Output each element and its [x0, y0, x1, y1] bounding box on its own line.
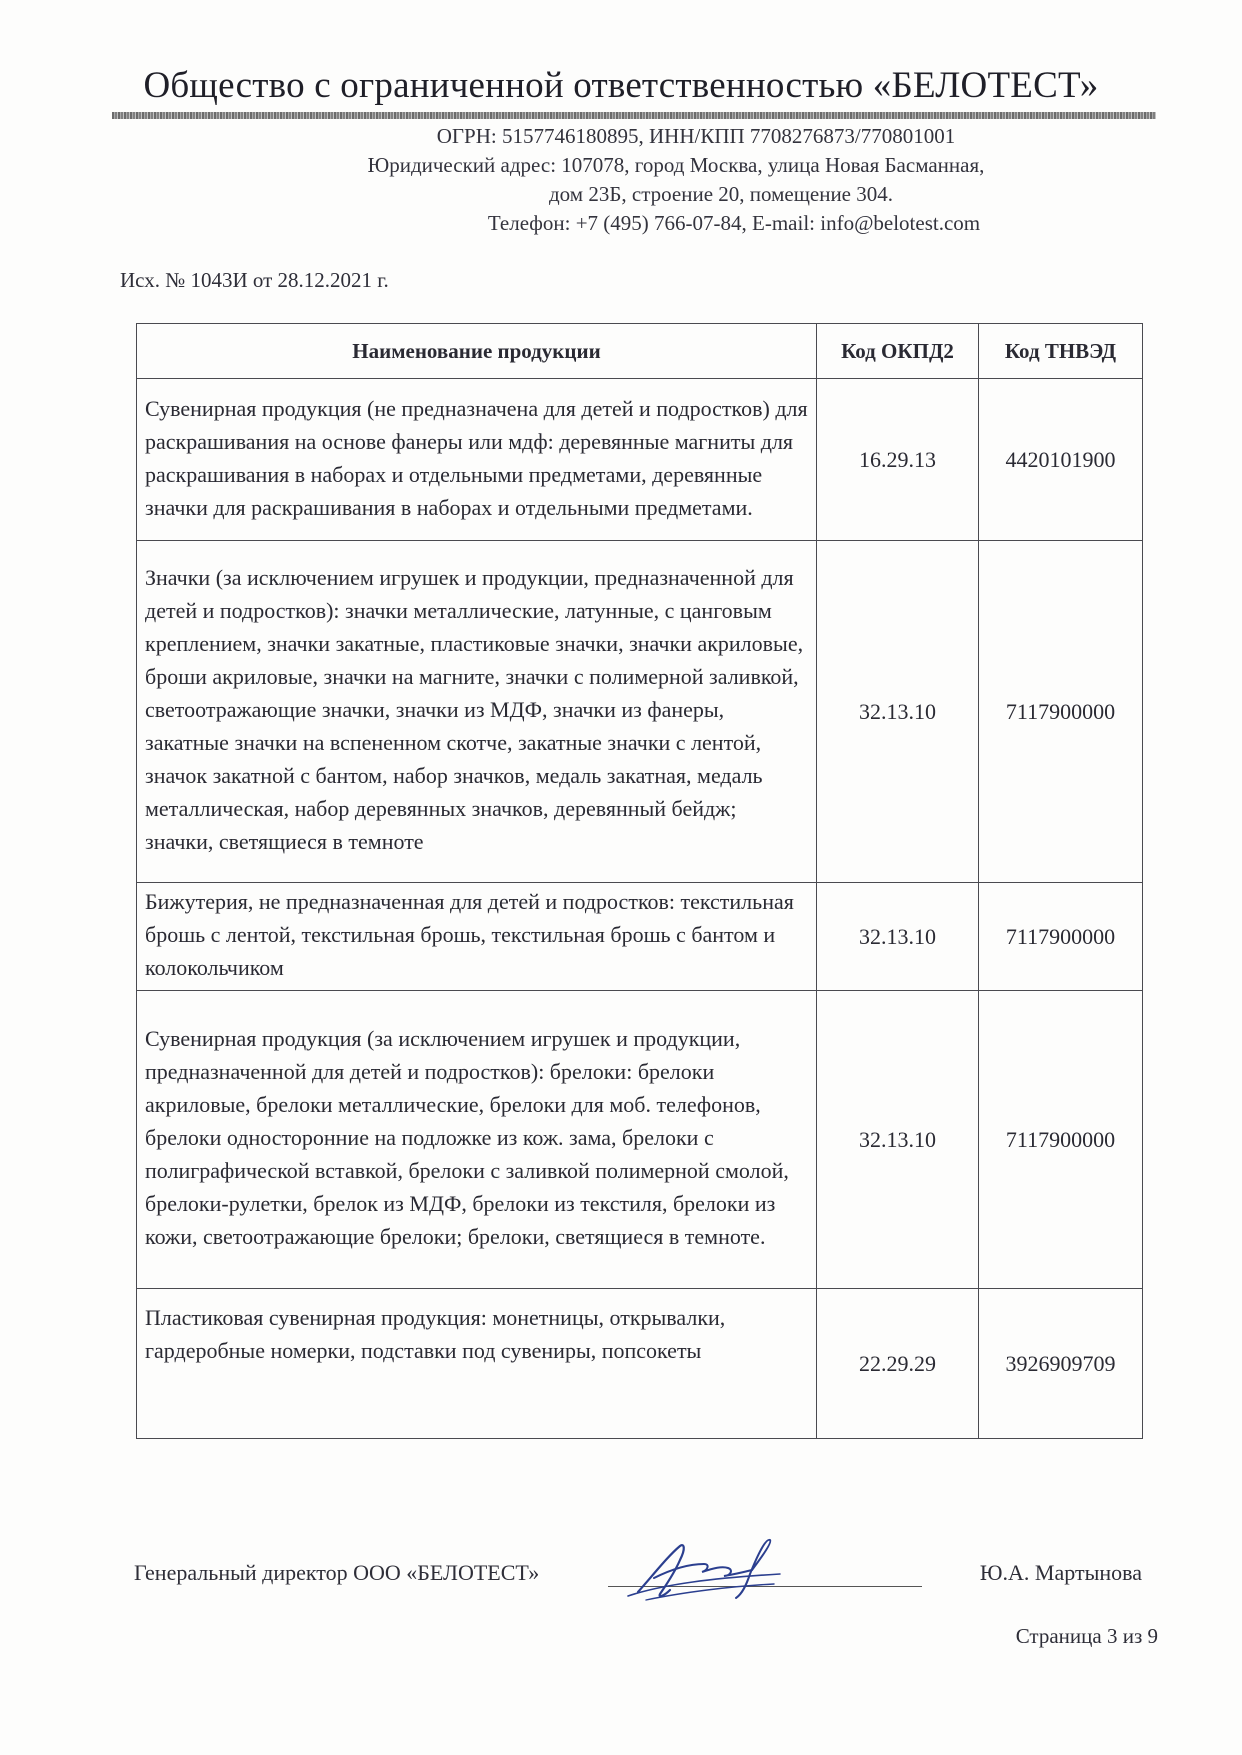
tnved-code-cell: 7117900000: [979, 883, 1143, 991]
okpd2-code-cell: 16.29.13: [817, 379, 979, 541]
product-name-cell: Сувенирная продукция (не предназначена для детей и подростков) для раскрашивания на основе фанеры или мдф: деревянные магниты для раскрашивания в наборах и отдельными предметами, деревянные значки для раскрашивания в наборах и отдельными предметами.: [137, 379, 817, 541]
product-name-cell: Пластиковая сувенирная продукция: монетницы, открывалки, гардеробные номерки, подставки под сувениры, попсокеты: [137, 1289, 817, 1439]
product-name-cell: Сувенирная продукция (за исключением игрушек и продукции, предназначенной для детей и подростков): брелоки: брелоки акриловые, брелоки металлические, брелоки для моб. телефонов, брелоки односторонние на подложке из кож. зама, брелоки с полиграфической вставкой, брелоки с заливкой полимерной смолой, брелоки-рулетки, брелок из МДФ, брелоки из текстиля, брелоки из кожи, светоотражающие брелоки; брелоки, светящиеся в темноте.: [137, 991, 817, 1289]
okpd2-code-cell: 22.29.29: [817, 1289, 979, 1439]
header-divider: [112, 112, 1156, 119]
table-row: [137, 991, 1143, 1289]
table-row: [137, 883, 1143, 991]
table-row: [137, 541, 1143, 883]
table-row: [137, 1289, 1143, 1439]
tnved-code-cell: 4420101900: [979, 379, 1143, 541]
tnved-code-cell: 7117900000: [979, 541, 1143, 883]
signature-block: [134, 1556, 1142, 1606]
page-number: Страница 3 из 9: [1015, 1624, 1158, 1648]
okpd2-code-cell: 32.13.10: [817, 883, 979, 991]
product-name-cell: Значки (за исключением игрушек и продукции, предназначенной для детей и подростков): значки металлические, латунные, с цанговым креплением, значки закатные, пластиковые значки, значки акриловые, броши акриловые, значки на магните, значки с полимерной заливкой, светоотражающие значки, значки из МДФ, значки из фанеры, закатные значки на вспененном скотче, закатные значки с лентой, значок закатной с бантом, набор значков, медаль закатная, медаль металлическая, набор деревянных значков, деревянный бейдж; значки, светящиеся в темноте: [137, 541, 817, 883]
tnved-code-cell: 3926909709: [979, 1289, 1143, 1439]
table-row: [137, 379, 1143, 541]
okpd2-code-cell: 32.13.10: [817, 991, 979, 1289]
handwritten-signature: [624, 1534, 784, 1604]
products-table: [136, 323, 1143, 1439]
legal-address-line-2: дом 23Б, строение 20, помещение 304.: [549, 182, 893, 206]
okpd2-code-cell: 32.13.10: [817, 541, 979, 883]
table-header-row: [137, 324, 1143, 379]
legal-address-line-1: Юридический адрес: 107078, город Москва, улица Новая Басманная,: [367, 153, 985, 177]
registration-numbers: ОГРН: 5157746180895, ИНН/КПП 7708276873/770801001: [436, 124, 956, 148]
contact-info: Телефон: +7 (495) 766-07-84, E-mail: info@belotest.com: [487, 211, 981, 235]
signatory-name: Ю.А. Мартынова: [979, 1560, 1142, 1585]
product-name-cell: Бижутерия, не предназначенная для детей и подростков: текстильная брошь с лентой, текстильная брошь, текстильная брошь с бантом и колокольчиком: [137, 883, 817, 991]
header-okpd2-code: Код ОКПД2: [817, 324, 979, 379]
outgoing-reference: Исх. № 1043И от 28.12.2021 г.: [120, 268, 389, 292]
tnved-code-cell: 7117900000: [979, 991, 1143, 1289]
signatory-position: Генеральный директор ООО «БЕЛОТЕСТ»: [134, 1560, 540, 1585]
company-requisites: [0, 122, 1242, 238]
header-product-name: Наименование продукции: [137, 324, 817, 379]
header-tnved-code: Код ТНВЭД: [979, 324, 1143, 379]
company-name: Общество с ограниченной ответственностью «БЕЛОТЕСТ»: [143, 65, 1099, 106]
